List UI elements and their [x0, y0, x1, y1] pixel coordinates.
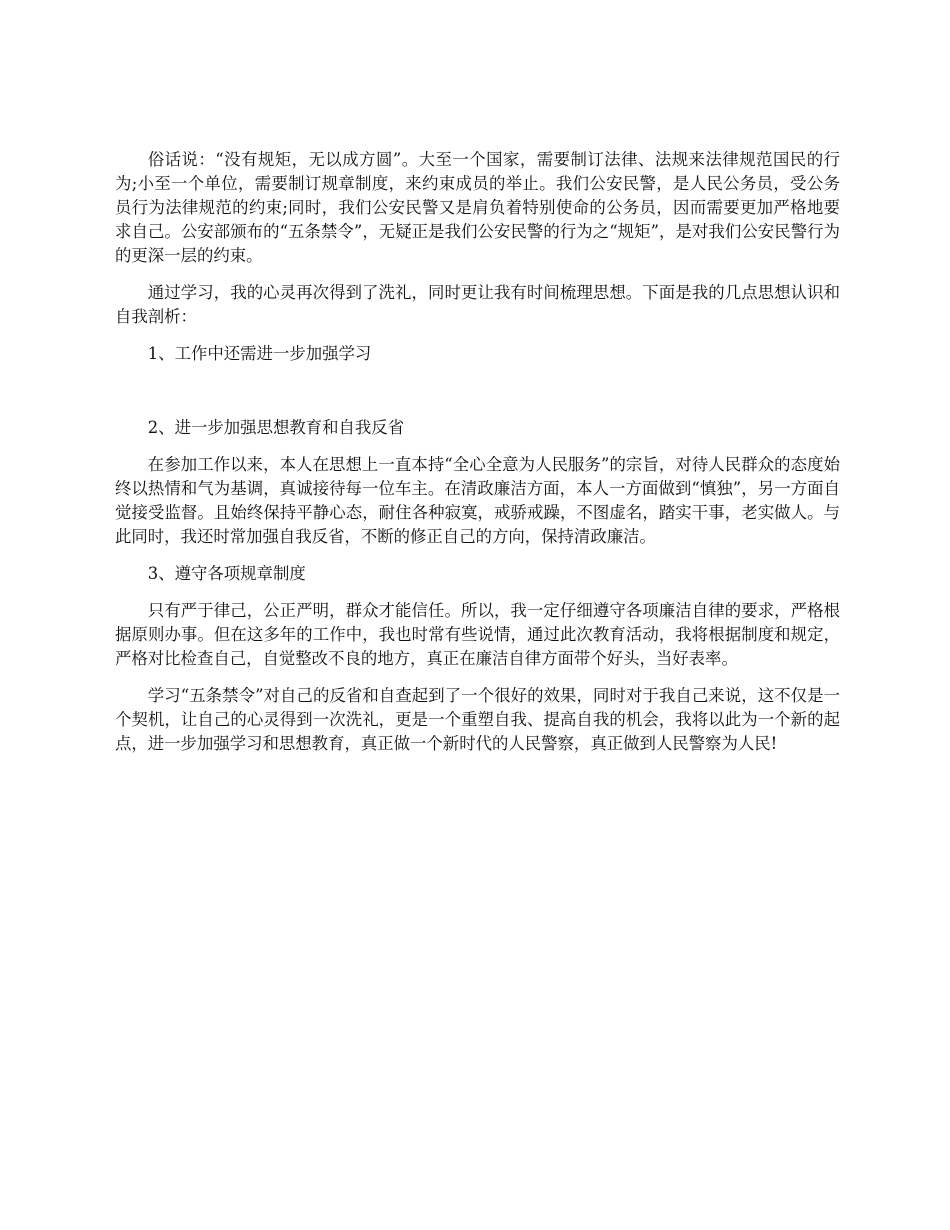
section-heading-2: 2、进一步加强思想教育和自我反省: [147, 418, 405, 437]
section-heading-3: 3、遵守各项规章制度: [147, 564, 306, 583]
study-paragraph: 通过学习，我的心灵再次得到了洗礼，同时更让我有时间梳理思想。下面是我的几点思想认识和自我剖析：: [115, 283, 840, 326]
conclusion-paragraph: 学习“五条禁令”对自己的反省和自查起到了一个很好的效果，同时对于我自己来说，这不仅是一个契机，让自己的心灵得到一次洗礼，更是一个重塑自我、提高自我的机会，我将以此为一个新的起点，进一步加强学习和思想教育，真正做一个新时代的人民警察，真正做到人民警察为人民!: [115, 686, 840, 753]
blank-gap: [115, 379, 840, 416]
document-body: [115, 148, 840, 769]
section-2-paragraph: 在参加工作以来，本人在思想上一直本持“全心全意为人民服务”的宗旨，对待人民群众的态度始终以热情和气为基调，真诚接待每一位车主。在清政廉洁方面，本人一方面做到“慎独”，另一方面自觉接受监督。且始终保持平静心态，耐住各种寂寞，戒骄戒躁，不图虚名，踏实干事，老实做人。与此同时，我还时常加强自我反省，不断的修正自己的方向，保持清政廉洁。: [115, 455, 840, 546]
section-3-paragraph: 只有严于律己，公正严明，群众才能信任。所以，我一定仔细遵守各项廉洁自律的要求，严格根据原则办事。但在这多年的工作中，我也时常有些说情，通过此次教育活动，我将根据制度和规定，严格对比检查自己，自觉整改不良的地方，真正在廉洁自律方面带个好头，当好表率。: [115, 601, 840, 668]
section-heading-1: 1、工作中还需进一步加强学习: [147, 344, 372, 363]
intro-paragraph: 俗话说：“没有规矩，无以成方圆”。大至一个国家，需要制订法律、法规来法律规范国民的行为;小至一个单位，需要制订规章制度，来约束成员的举止。我们公安民警，是人民公务员，受公务员行为法律规范的约束;同时，我们公安民警又是肩负着特别使命的公务员，因而需要更加严格地要求自己。公安部颁布的“五条禁令”，无疑正是我们公安民警的行为之“规矩”，是对我们公安民警行为的更深一层的约束。: [115, 150, 840, 265]
